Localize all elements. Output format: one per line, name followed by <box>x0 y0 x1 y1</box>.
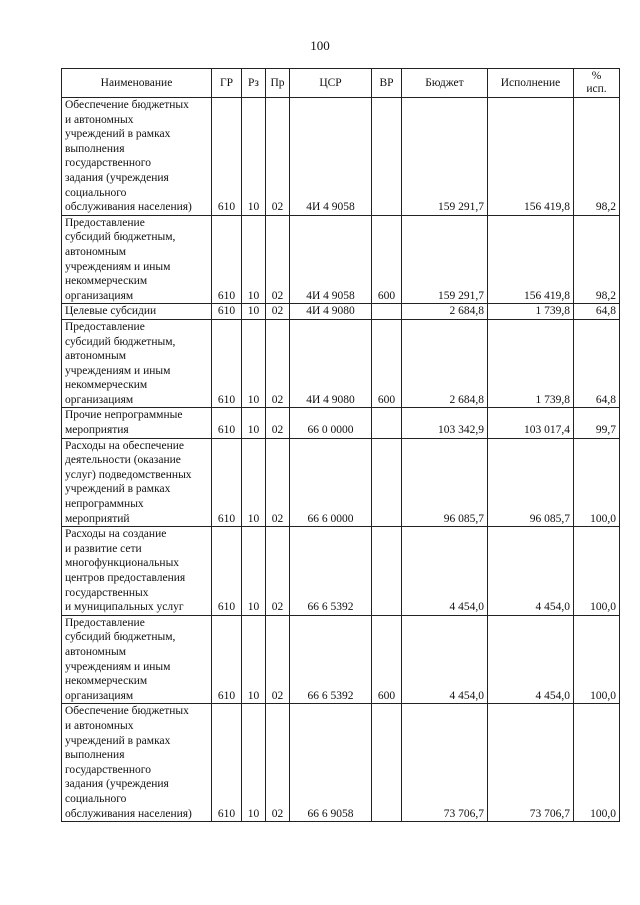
row-pct: 98,2 <box>574 98 620 216</box>
row-budget: 73 706,7 <box>402 704 488 822</box>
row-vr <box>372 304 402 320</box>
row-name-line: автономным <box>65 245 126 258</box>
row-exec: 1 739,8 <box>488 304 574 320</box>
row-name-line: автономным <box>65 645 126 658</box>
row-pr: 02 <box>266 704 290 822</box>
row-budget: 103 342,9 <box>402 408 488 438</box>
row-name <box>62 215 212 304</box>
row-name-line: обслуживания населения) <box>65 807 192 820</box>
row-name-line: Предоставление <box>65 320 145 333</box>
row-budget: 4 454,0 <box>402 527 488 616</box>
row-name-line: непрограммных <box>65 498 144 511</box>
row-name-line: некоммерческим <box>65 675 148 688</box>
row-gr: 610 <box>212 438 242 527</box>
row-name-line: учреждениям и иным <box>65 364 171 377</box>
row-exec: 73 706,7 <box>488 704 574 822</box>
row-rz: 10 <box>242 319 266 408</box>
row-name-line: Расходы на создание <box>65 528 167 541</box>
table-row <box>62 438 620 527</box>
row-pr: 02 <box>266 98 290 216</box>
row-pct: 98,2 <box>574 215 620 304</box>
row-pct: 100,0 <box>574 615 620 704</box>
row-gr: 610 <box>212 319 242 408</box>
row-rz: 10 <box>242 527 266 616</box>
page-number: 100 <box>310 38 330 53</box>
row-exec: 1 739,8 <box>488 319 574 408</box>
col-name-header: Наименование <box>62 69 212 98</box>
row-name-line: выполнения <box>65 142 125 155</box>
row-name-line: субсидий бюджетным, <box>65 335 176 348</box>
row-budget: 2 684,8 <box>402 304 488 320</box>
col-rz-header: Рз <box>242 69 266 98</box>
row-vr <box>372 704 402 822</box>
row-name-line: Предоставление <box>65 216 145 229</box>
row-pr: 02 <box>266 615 290 704</box>
row-vr: 600 <box>372 319 402 408</box>
row-name-line: некоммерческим <box>65 275 148 288</box>
col-pr-header: Пр <box>266 69 290 98</box>
row-name-line: и развитие сети <box>65 542 142 555</box>
row-exec: 156 419,8 <box>488 98 574 216</box>
row-csr: 4И 4 9080 <box>290 304 372 320</box>
row-name-line: учреждениям и иным <box>65 260 171 273</box>
row-budget: 96 085,7 <box>402 438 488 527</box>
col-gr-header: ГР <box>212 69 242 98</box>
row-budget: 159 291,7 <box>402 215 488 304</box>
row-pr: 02 <box>266 215 290 304</box>
row-name-line: социального <box>65 186 127 199</box>
row-name-line: Расходы на обеспечение <box>65 439 184 452</box>
row-exec: 4 454,0 <box>488 615 574 704</box>
row-vr <box>372 438 402 527</box>
row-rz: 10 <box>242 704 266 822</box>
row-name-line: мероприятия <box>65 424 129 437</box>
row-rz: 10 <box>242 98 266 216</box>
row-pr: 02 <box>266 438 290 527</box>
col-vr-header: ВР <box>372 69 402 98</box>
row-name <box>62 438 212 527</box>
table-row <box>62 704 620 822</box>
row-name-line: Прочие непрограммные <box>65 409 183 422</box>
row-pr: 02 <box>266 319 290 408</box>
row-rz: 10 <box>242 408 266 438</box>
row-rz: 10 <box>242 438 266 527</box>
row-name-line: многофункциональных <box>65 557 180 570</box>
row-name-line: организациям <box>65 689 134 702</box>
row-name-line: Предоставление <box>65 616 145 629</box>
row-name-line: учреждений в рамках <box>65 128 171 141</box>
row-name-line: Обеспечение бюджетных <box>65 99 189 111</box>
row-pct: 100,0 <box>574 704 620 822</box>
row-pct: 100,0 <box>574 438 620 527</box>
row-name-line: государственных <box>65 586 149 599</box>
row-name-line: организациям <box>65 393 134 406</box>
row-csr: 66 0 0000 <box>290 408 372 438</box>
row-csr: 4И 4 9080 <box>290 319 372 408</box>
row-vr <box>372 527 402 616</box>
budget-table <box>61 68 620 822</box>
row-budget: 159 291,7 <box>402 98 488 216</box>
row-gr: 610 <box>212 215 242 304</box>
row-vr: 600 <box>372 215 402 304</box>
row-pct: 64,8 <box>574 304 620 320</box>
col-csr-header: ЦСР <box>290 69 372 98</box>
row-gr: 610 <box>212 704 242 822</box>
row-name-line: учреждений в рамках <box>65 734 171 747</box>
row-name <box>62 408 212 438</box>
row-name-line: услуг) подведомственных <box>65 468 192 481</box>
table-row <box>62 527 620 616</box>
row-rz: 10 <box>242 615 266 704</box>
row-name-line: обслуживания населения) <box>65 201 192 214</box>
row-exec: 96 085,7 <box>488 438 574 527</box>
col-budget-header: Бюджет <box>402 69 488 98</box>
row-pr: 02 <box>266 408 290 438</box>
row-name <box>62 304 212 320</box>
table-row <box>62 319 620 408</box>
table-row <box>62 615 620 704</box>
row-name-line: социального <box>65 792 127 805</box>
table-row <box>62 215 620 304</box>
row-name-line: субсидий бюджетным, <box>65 231 176 244</box>
row-name <box>62 527 212 616</box>
row-csr: 66 6 0000 <box>290 438 372 527</box>
row-name-line: учреждений в рамках <box>65 483 171 496</box>
row-gr: 610 <box>212 408 242 438</box>
table-row <box>62 304 620 320</box>
row-name-line: Целевые субсидии <box>65 305 157 318</box>
row-name-line: задания (учреждения <box>65 171 169 184</box>
row-gr: 610 <box>212 527 242 616</box>
col-pct-label: исп. <box>586 83 607 95</box>
row-name-line: и автономных <box>65 113 134 126</box>
row-name <box>62 615 212 704</box>
row-csr: 4И 4 9058 <box>290 215 372 304</box>
row-name-line: государственного <box>65 763 151 776</box>
table-row <box>62 408 620 438</box>
row-name-line: мероприятий <box>65 512 130 525</box>
row-pct: 99,7 <box>574 408 620 438</box>
row-name-line: государственного <box>65 157 151 170</box>
row-gr: 610 <box>212 98 242 216</box>
row-budget: 2 684,8 <box>402 319 488 408</box>
row-name-line: учреждениям и иным <box>65 660 171 673</box>
row-exec: 4 454,0 <box>488 527 574 616</box>
row-pr: 02 <box>266 527 290 616</box>
row-csr: 66 6 9058 <box>290 704 372 822</box>
row-name-line: центров предоставления <box>65 572 186 584</box>
row-name-line: выполнения <box>65 749 125 762</box>
row-name <box>62 704 212 822</box>
row-name <box>62 319 212 408</box>
col-exec-header: Исполнение <box>488 69 574 98</box>
col-pct-header <box>574 69 620 98</box>
row-pct: 100,0 <box>574 527 620 616</box>
row-gr: 610 <box>212 615 242 704</box>
table-header-row <box>62 69 620 98</box>
row-rz: 10 <box>242 215 266 304</box>
row-exec: 156 419,8 <box>488 215 574 304</box>
table-body <box>62 98 620 822</box>
row-name-line: и муниципальных услуг <box>65 601 184 614</box>
row-name-line: деятельности (оказание <box>65 454 181 467</box>
row-name-line: некоммерческим <box>65 379 148 392</box>
row-csr: 66 6 5392 <box>290 615 372 704</box>
row-name <box>62 98 212 216</box>
row-exec: 103 017,4 <box>488 408 574 438</box>
row-rz: 10 <box>242 304 266 320</box>
table-row <box>62 98 620 216</box>
row-pct: 64,8 <box>574 319 620 408</box>
row-vr <box>372 408 402 438</box>
row-pr: 02 <box>266 304 290 320</box>
col-pct-symbol: % <box>591 70 602 82</box>
row-name-line: организациям <box>65 289 134 302</box>
row-csr: 66 6 5392 <box>290 527 372 616</box>
row-budget: 4 454,0 <box>402 615 488 704</box>
row-csr: 4И 4 9058 <box>290 98 372 216</box>
row-name-line: автономным <box>65 350 126 363</box>
row-name-line: Обеспечение бюджетных <box>65 705 189 718</box>
row-name-line: задания (учреждения <box>65 778 169 791</box>
row-vr <box>372 98 402 216</box>
row-name-line: субсидий бюджетным, <box>65 631 176 644</box>
row-vr: 600 <box>372 615 402 704</box>
row-gr: 610 <box>212 304 242 320</box>
row-name-line: и автономных <box>65 719 134 732</box>
